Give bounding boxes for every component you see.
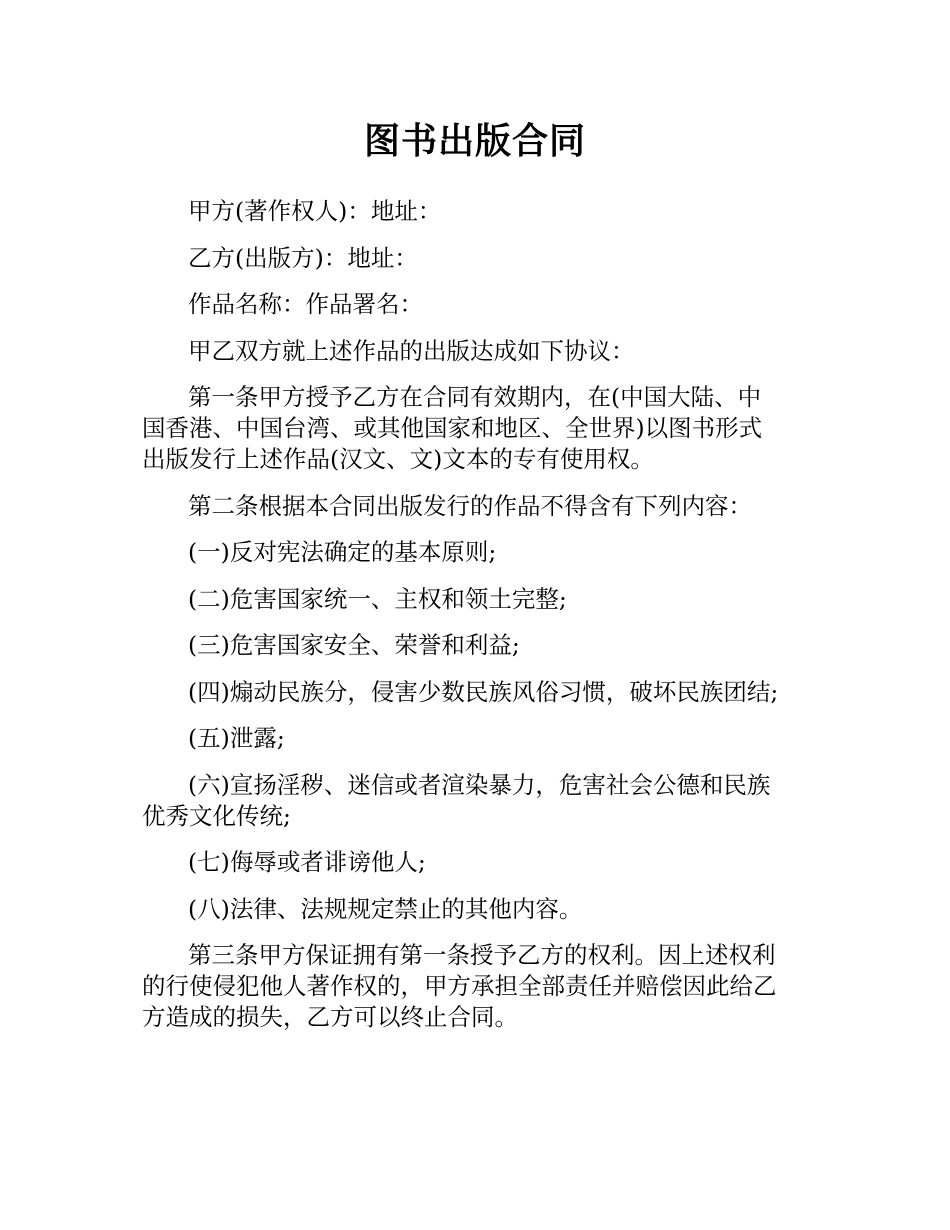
paragraph-line: 甲乙双方就上述作品的出版达成如下协议： <box>188 336 635 365</box>
paragraph-line: (六)宣扬淫秽、迷信或者渲染暴力，危害社会公德和民族 <box>188 770 771 799</box>
paragraph <box>142 847 822 878</box>
paragraph-line: 第三条甲方保证拥有第一条授予乙方的权利。因上述权利 <box>188 941 776 969</box>
paragraph-line: (七)侮辱或者诽谤他人; <box>188 848 426 876</box>
paragraph-line: 的行使侵犯他人著作权的，甲方承担全部责任并赔偿因此给乙 <box>142 972 777 1000</box>
paragraph <box>142 940 822 1033</box>
paragraph <box>142 677 822 708</box>
paragraph-line: 作品名称：作品署名： <box>188 290 423 318</box>
paragraph <box>142 382 822 475</box>
paragraph <box>142 770 822 832</box>
paragraph <box>142 289 822 320</box>
paragraph <box>142 196 822 227</box>
paragraph-line: (八)法律、法规规定禁止的其他内容。 <box>188 894 583 923</box>
paragraph-line: 第二条根据本合同出版发行的作品不得含有下列内容： <box>188 491 752 520</box>
paragraph-line: (一)反对宪法确定的基本原则; <box>188 538 497 566</box>
document-body <box>142 196 822 1049</box>
paragraph-line: 乙方(出版方)：地址： <box>188 243 418 272</box>
paragraph-line: 方造成的损失，乙方可以终止合同。 <box>142 1003 518 1031</box>
paragraph-line: 国香港、中国台湾、或其他国家和地区、全世界)以图书形式 <box>142 414 763 442</box>
paragraph-line: 甲方(著作权人)：地址： <box>188 197 442 225</box>
paragraph <box>142 630 822 661</box>
paragraph-line: 第一条甲方授予乙方在合同有效期内，在(中国大陆、中 <box>188 383 762 411</box>
paragraph-line: (三)危害国家安全、荣誉和利益; <box>188 631 520 659</box>
paragraph-line: (二)危害国家统一、主权和领土完整; <box>188 584 567 613</box>
paragraph <box>142 336 822 367</box>
paragraph <box>142 723 822 754</box>
paragraph-line: 优秀文化传统; <box>142 801 291 830</box>
paragraph <box>142 894 822 925</box>
paragraph <box>142 491 822 522</box>
document-title: 图书出版合同 <box>363 121 586 162</box>
paragraph-line: (四)煽动民族分，侵害少数民族风俗习惯，破坏民族团结; <box>188 677 779 706</box>
paragraph <box>142 584 822 615</box>
paragraph-line: (五)泄露; <box>188 724 285 752</box>
paragraph-line: 出版发行上述作品(汉文、文)文本的专有使用权。 <box>142 445 654 473</box>
paragraph <box>142 537 822 568</box>
paragraph <box>142 243 822 274</box>
